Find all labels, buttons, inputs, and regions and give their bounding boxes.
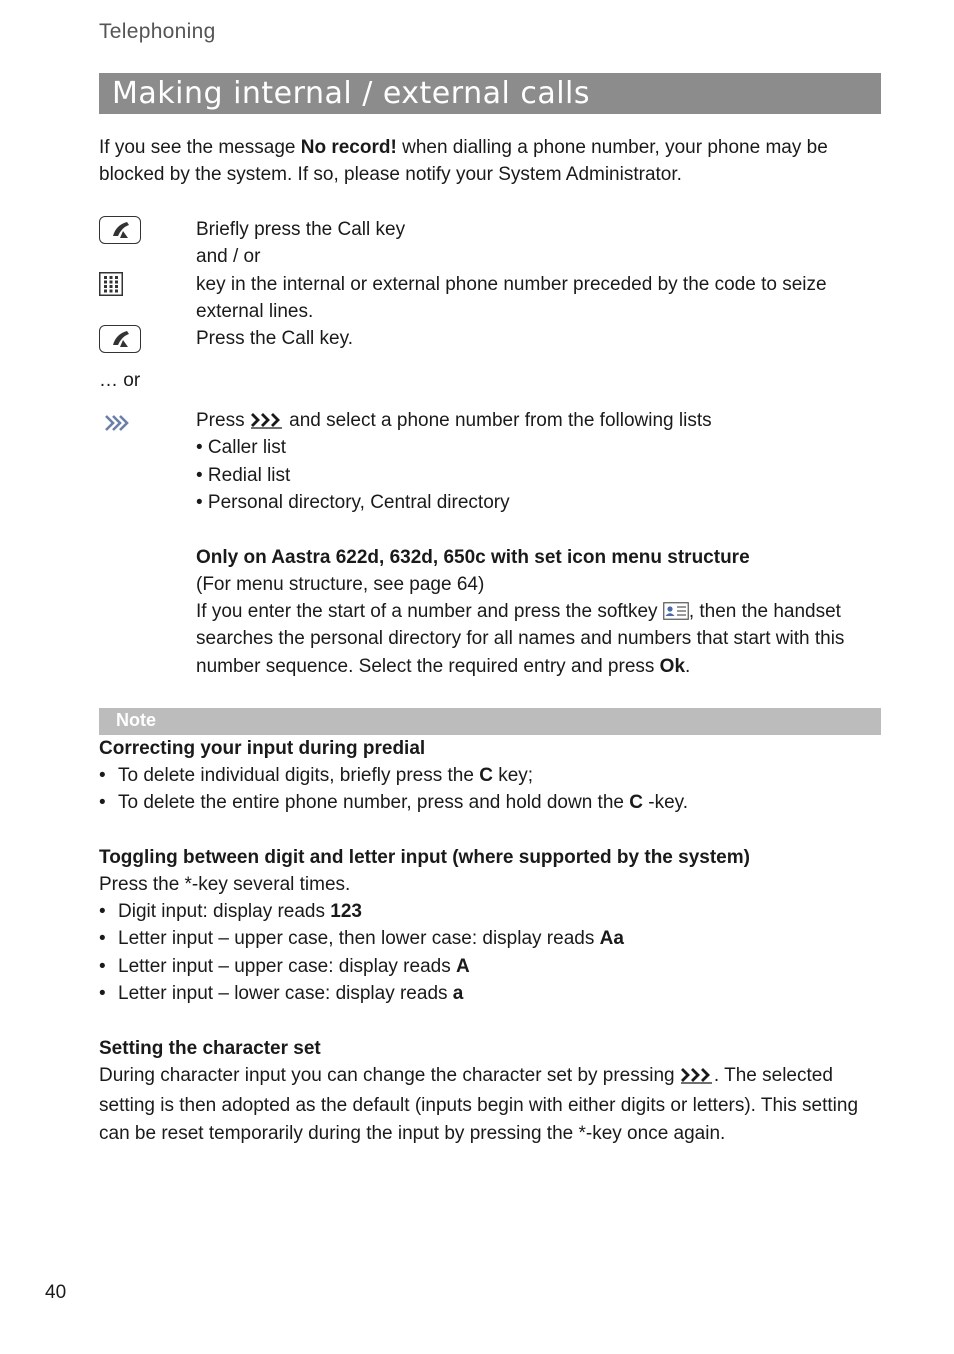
toggling-heading: Toggling between digit and letter input (where supported by the system): [99, 847, 750, 868]
list-item: • Letter input – lower case: display reads a: [99, 980, 881, 1007]
softkey-text-post: , then the handset searches the personal directory for all names and numbers that start with this number sequence. Select the required entry and press: [196, 601, 845, 677]
page-title-bar: [99, 73, 881, 114]
page-number: 40: [45, 1282, 67, 1303]
call-key-icon: [99, 216, 141, 244]
list-item-redial: • Redial list: [196, 465, 291, 486]
section-header: Telephoning: [99, 20, 216, 43]
press-text: Press: [196, 410, 250, 431]
list-item: • Letter input – upper case, then lower case: display reads Aa: [99, 925, 881, 952]
keypad-instruction: key in the internal or external phone number preceded by the code to seize external lines.: [196, 274, 827, 323]
charset-heading: Setting the character set: [99, 1038, 321, 1059]
period: .: [685, 655, 691, 677]
correcting-list: [99, 762, 881, 817]
menu-structure-reference: (For menu structure, see page 64): [196, 574, 485, 595]
call-key-instruction: Briefly press the Call key: [196, 219, 406, 240]
and-or-text: and / or: [196, 246, 261, 267]
correcting-heading: Correcting your input during predial: [99, 738, 426, 759]
intro-paragraph: [99, 134, 881, 189]
list-item-directory: • Personal directory, Central directory: [196, 492, 510, 513]
intro-text-post: when dialling a phone number, your phone may be blocked by the system. If so, please notify your System Administrator.: [99, 137, 828, 186]
list-item: • To delete the entire phone number, press and hold down the C -key.: [99, 789, 881, 816]
list-item-caller: • Caller list: [196, 437, 287, 458]
or-separator: … or: [99, 370, 141, 391]
press-text-post: and select a phone number from the following lists: [283, 410, 712, 431]
softkey-paragraph: [196, 598, 886, 680]
call-key-instruction-2: Press the Call key.: [196, 328, 353, 349]
ok-label: Ok: [659, 655, 686, 677]
call-key-icon: [99, 325, 141, 353]
navigation-arrows-icon: [104, 413, 130, 433]
softkey-text-pre: If you enter the start of a number and press the softkey: [196, 601, 663, 622]
contact-card-icon: [663, 601, 689, 619]
list-item: • Digit input: display reads 123: [99, 898, 881, 925]
note-bar: [99, 708, 881, 735]
keypad-icon: [99, 272, 123, 296]
toggling-list: [99, 898, 881, 1007]
charset-paragraph: During character input you can change the character set by pressing . The selected setting is then adopted as the default (inputs begin with either digits or letters). This setting can be reset temporarily during the input by pressing the *-key once again.: [99, 1065, 859, 1144]
page-title: Making internal / external calls: [112, 76, 591, 111]
aastra-heading: Only on Aastra 622d, 632d, 650c with set icon menu structure: [196, 547, 750, 568]
note-label: Note: [116, 710, 156, 730]
intro-text-pre: If you see the message: [99, 137, 301, 158]
toggling-intro: Press the *-key several times.: [99, 874, 351, 895]
press-arrows-instruction: [196, 407, 886, 437]
list-item: • Letter input – upper case: display reads A: [99, 953, 881, 980]
no-record-message: No record!: [300, 137, 397, 158]
arrows-key-icon: [680, 1065, 714, 1092]
list-item: • To delete individual digits, briefly press the C key;: [99, 762, 881, 789]
